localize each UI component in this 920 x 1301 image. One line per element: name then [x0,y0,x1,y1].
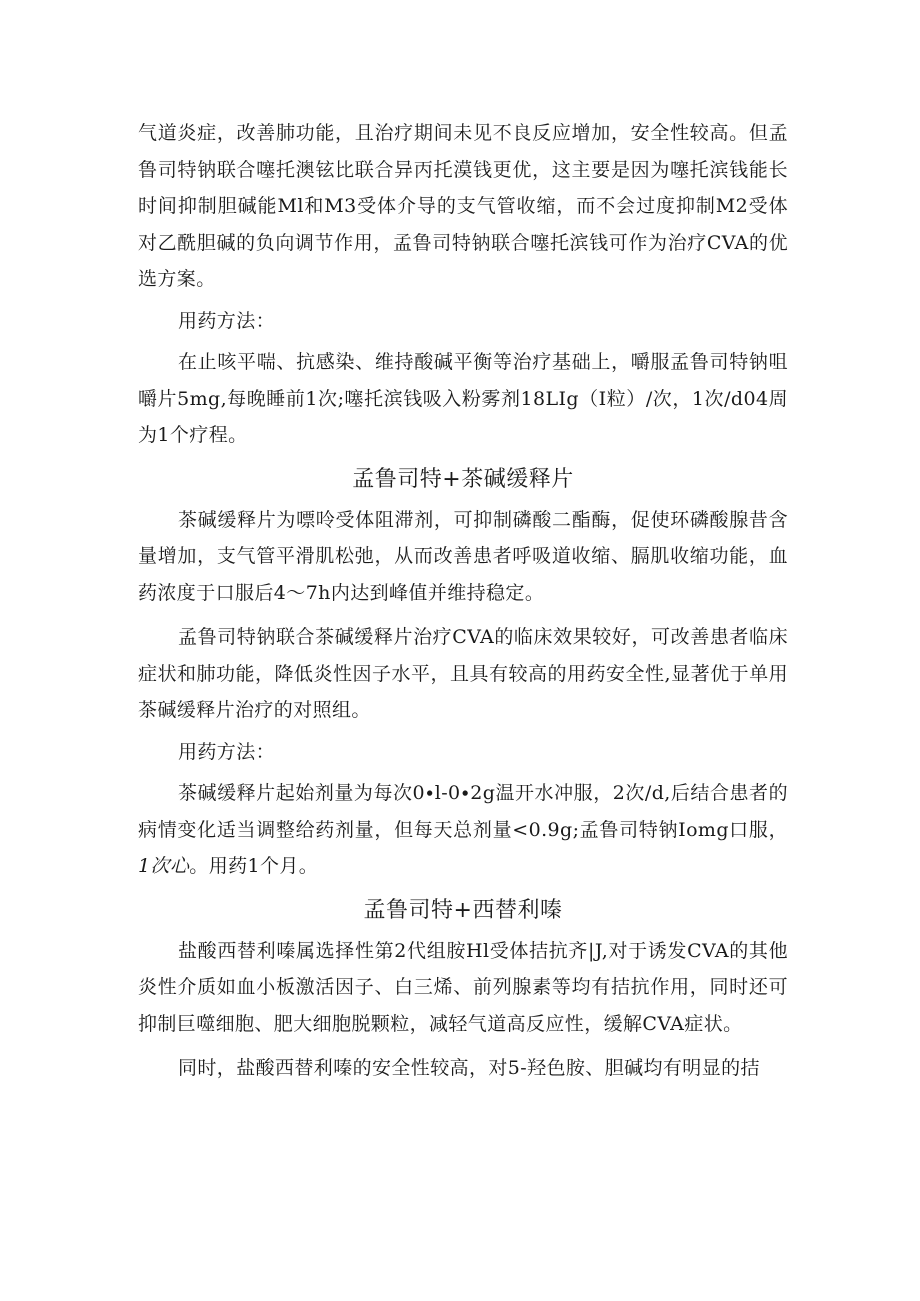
method-text-tail: 。用药1个月。 [189,855,319,877]
method-label: 用药方法： [178,740,276,763]
paragraph-theophylline-intro: 茶碱缓释片为嘌呤受体阻滞剂，可抑制磷酸二酯酶，促使环磷酸腺昔含量增加，支气管平滑肌松弛，从而改善患者呼吸道收缩、膈肌收缩功能，血药浓度于口服后4〜7h内达到峰值并维持稳定。 [138,508,788,604]
paragraph-cetirizine-intro: 盐酸西替利嗪属选择性第2代组胺Hl受体拮抗齐|J,对于诱发CVA的其他炎性介质如血小板激活因子、白三烯、前列腺素等均有拮抗作用，同时还可抑制巨噬细胞、肥大细胞脱颗粒，减轻气道高反应性，缓解CVA症状。 [138,939,788,1035]
section-heading-cetirizine: 孟鲁司特+西替利嗪 [363,897,563,923]
method-text-main: 茶碱缓释片起始剂量为每次0∙l-0∙2g温开水冲服，2次/d,后结合患者的病情变化适当调整给药剂量，但每天总剂量<0.9g;孟鲁司特钠Iomg口服， [138,782,788,841]
method-text: 在止咳平喘、抗感染、维持酸碱平衡等治疗基础上，嚼服孟鲁司特钠咀嚼片5mg,每晚睡前1次;噻托滨钱吸入粉雾剂18LIg（I粒）/次，1次/d04周为1个疗程。 [138,351,788,446]
method-text-italic: 1次心 [138,855,190,877]
method-label: 用药方法： [178,309,276,332]
method-text [138,775,788,885]
document-page [138,115,788,1087]
section-heading-theophylline: 孟鲁司特+茶碱缓释片 [352,466,574,492]
paragraph-cetirizine-safety: 同时，盐酸西替利嗪的安全性较高，对5-羟色胺、胆碱均有明显的拮 [178,1057,760,1079]
paragraph-continuation: 气道炎症，改善肺功能，且治疗期间未见不良反应增加，安全性较高。但孟鲁司特钠联合噻托澳铉比联合异丙托漠钱更优，这主要是因为噻托滨钱能长时间抑制胆碱能Ml和M3受体介导的支气管收缩，而不会过度抑制M2受体对乙酰胆碱的负向调节作用，孟鲁司特钠联合噻托滨钱可作为治疗CVA的优选方案。 [138,122,788,290]
paragraph-theophylline-effect: 孟鲁司特钠联合茶碱缓释片治疗CVA的临床效果较好，可改善患者临床症状和肺功能，降低炎性因子水平，且具有较高的用药安全性,显著优于单用茶碱缓释片治疗的对照组。 [138,626,788,721]
